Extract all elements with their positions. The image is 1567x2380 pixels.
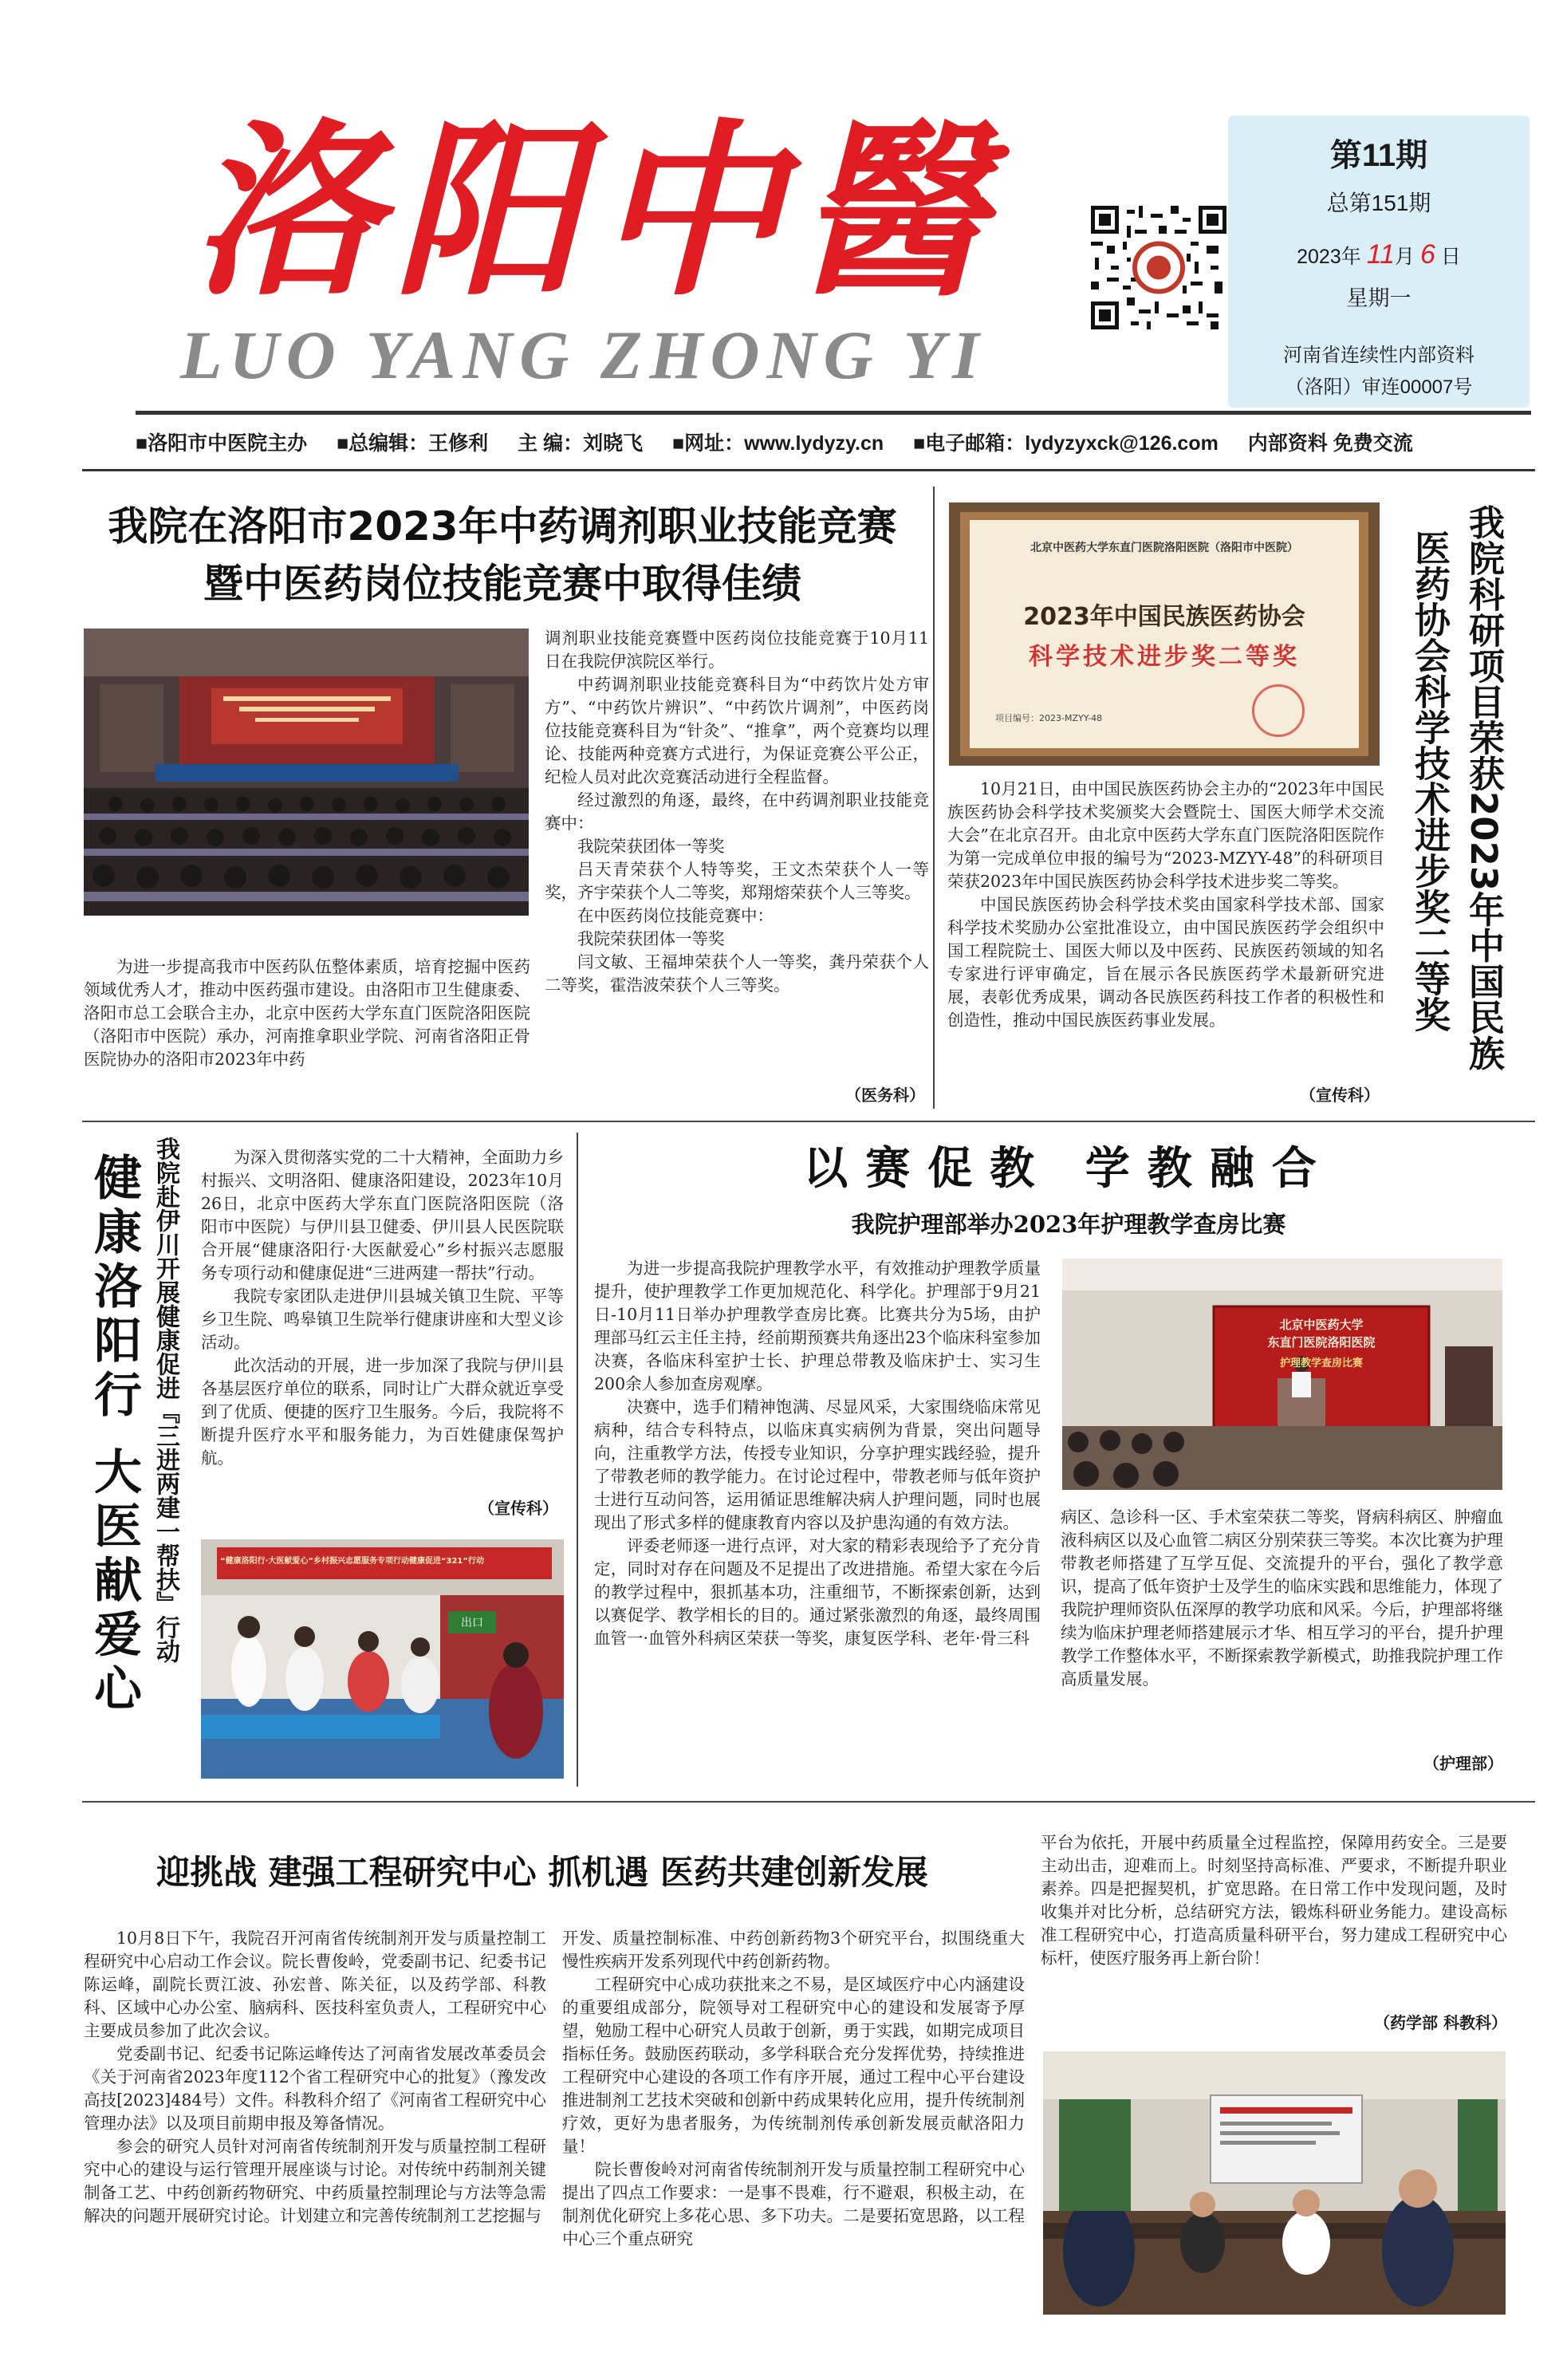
article2-title-line1: 我院科研项目荣获2023年中国民族 <box>1463 504 1505 1071</box>
plaque-org: 北京中医药大学东直门医院洛阳医院（洛阳市中医院） <box>1030 542 1298 554</box>
plaque-award: 科学技术进步奖二等奖 <box>1029 643 1300 671</box>
article3-subtitle: 我院赴伊川开展健康促进『三进两建一帮扶』行动 <box>152 1137 179 1663</box>
article3-title: 健康洛阳行 大医献爱心 <box>86 1153 142 1718</box>
meta-bar <box>136 429 1539 458</box>
article5-col-1: 10月8日下午，我院召开河南省传统制剂开发与质量控制工程研究中心启动工作会议。院长曹俊岭，党委副书记、纪委书记陈运峰，副院长贾江波、孙宏普、陈关征，以及药学部、科教科、区域中心办公室、脑病科、医技科室负责人，工程研究中心主要成员参加了此次会议。 党委副书记、纪委书记陈运峰传达了河南省发展改革委员会《关于河南省2023年度112个省工程研究中心的批复》（豫发改高技[2023]484号）文件。科教科介绍了《河南省工程研究中心管理办法》以及项目前期申报及筹备情况。 参会的研究人员针对河南省传统制剂开发与质量控制工程研究中心的建设与运行管理开展座谈与讨论。对传统中药制剂关键制备工艺、中药创新药物研究、中药质量控制理论与方法等急需解决的问题开展研究讨论。计划建立和完善传统制剂工艺挖掘与 <box>84 1929 546 2225</box>
column-divider-2 <box>577 1133 578 1787</box>
total-issue: 总第151期 <box>1326 191 1431 215</box>
plaque-seal <box>1252 684 1305 737</box>
article3-photo-banner: “健康洛阳行·大医献爱心”乡村振兴志愿服务专项行动健康促进“321”行动 <box>220 1557 484 1566</box>
article1-col-left: 为进一步提高我市中医药队伍整体素质，培育挖掘中医药领域优秀人才，推动中医药强市建设。由洛阳市卫生健康委、洛阳市总工会联合主办，北京中医药大学东直门医院洛阳医院（洛阳市中医院）承办，河南推拿职业学院、河南省洛阳正骨医院协办的洛阳市2023年中药 <box>84 957 530 1069</box>
article3-body: 为深入贯彻落实党的二十大精神，全面助力乡村振兴、文明洛阳、健康洛阳建设，2023年10月26日，北京中医药大学东直门医院洛阳医院（洛阳市中医院）与伊川县卫健委、伊川县人民医院联合开展“健康洛阳行·大医献爱心”乡村振兴志愿服务专项行动和健康促进“三进两建一帮扶”行动。 我院专家团队走进伊川县城关镇卫生院、平等乡卫生院、鸣皋镇卫生院举行健康讲座和大型义诊活动。 此次活动的开展，进一步加深了我院与伊川县各基层医疗单位的联系，同时让广大群众就近享受到了优质、便捷的医疗卫生服务。今后，我院将不断提升医疗水平和服务能力，为百姓健康保驾护航。 <box>201 1148 564 1468</box>
article3-signature: （宣传科） <box>478 1499 558 1518</box>
masthead-title: 洛阳中醫 <box>191 101 998 321</box>
article4-photo <box>1062 1259 1502 1490</box>
weekday: 星期一 <box>1346 286 1411 310</box>
article4-col-left: 为进一步提高我院护理教学水平，有效推动护理教学质量提升，使护理教学工作更加规范化、科学化。护理部于9月21日-10月11日举办护理教学查房比赛。比赛共分为5场，由护理部马红云主任主持，经前期预赛共角逐出23个临床科室参加决赛，各临床科室护士长、护理总带教及临床护士、实习生200余人参加查房观摩。 决赛中，选手们精神饱满、尽显风采，大家围绕临床常见病种，结合专科特点，以临床真实病例为背景，突出问题导向，注重教学方法，传授专业知识，分享护理实践经验，提升了带教老师的教学能力。在讨论过程中，带教老师与低年资护士进行互动问答，运用循证思维解决病人护理问题，同时也展现出了形式多样的健康教育内容以及护患沟通的有效方法。 评委老师逐一进行点评，对大家的精彩表现给予了充分肯定，同时对存在问题及不足提出了改进措施。希望大家在今后的教学过程中，狠抓基本功，注重细节，不断探索创新，达到以赛促学、教学相长的目的。通过紧张激烈的角逐，最终周围血管一·血管外科病区荣获一等奖，康复医学科、老年·骨三科 <box>594 1259 1041 1648</box>
screen-line-1: 北京中医药大学 <box>1279 1318 1364 1332</box>
plaque-number: 项目编号：2023-MZYY-48 <box>995 713 1103 723</box>
article4-title: 以赛促教 学教融合 <box>803 1142 1334 1195</box>
article5-title: 迎挑战 建强工程研究中心 抓机遇 医药共建创新发展 <box>156 1853 928 1892</box>
article5-col-3: 平台为依托，开展中药质量全过程监控，保障用药安全。三是要主动出击，迎难而上。时刻坚持高标准、严要求，不断提升职业素养。四是把握契机，扩宽思路。在日常工作中发现问题，及时收集并对比分析，总结研究方法，锻炼科研业务能力。建设高标准工程研究中心，打造高质量科研平台，努力建成工程研究中心标杆，使医疗服务再上新台阶！ <box>1041 1833 1507 1968</box>
issue-info-box <box>1228 116 1530 408</box>
license-line-2: （洛阳）审连00007号 <box>1285 376 1473 398</box>
qr-code <box>1091 206 1226 329</box>
article4-col-right: 病区、急诊科一区、手术室荣获二等奖，肾病科病区、肿瘤血液科病区以及心血管二病区分别荣获三等奖。本次比赛为护理带教老师搭建了互学互促、交流提升的平台，强化了教学意识，提高了低年资护士及学生的临床实践和思维能力，体现了我院护理师资队伍深厚的教学功底和风采。今后，护理部将继续为临床护理老师搭建展示才华、相互学习的平台，提升护理教学工作整体水平，不断探索教学新模式，助推我院护理工作高质量发展。 <box>1061 1507 1503 1688</box>
article4-subtitle: 我院护理部举办2023年护理教学查房比赛 <box>851 1211 1286 1238</box>
article5-photo <box>1043 2051 1506 2315</box>
article1-title-line2: 暨中医药岗位技能竞赛中取得佳绩 <box>203 561 801 607</box>
meta-email: ■电子邮箱：lydyzyxck@126.com <box>913 432 1219 455</box>
article5-col-2: 开发、质量控制标准、中药创新药物3个研究平台，拟围绕重大慢性疾病开发系列现代中药创新药物。 工程研究中心成功获批来之不易，是区域医疗中心内涵建设的重要组成部分，院领导对工程研究中心的建设和发展寄予厚望，勉励工程中心研究人员敢于创新，勇于实践，如期完成项目指标任务。鼓励医药联动，多学科联合充分发挥优势，持续推进工程研究中心建设的各项工作有序开展，通过工程中心平台建设推进制剂工艺技术突破和创新中药成果转化应用，提升传统制剂疗效，更好为患者服务，为传统制剂传承创新发展贡献洛阳力量！ 院长曹俊岭对河南省传统制剂开发与质量控制工程研究中心提出了四点工作要求：一是事不畏难，行不避艰，积极主动，在制剂优化研究上多花心思、多下功夫。二是要拓宽思路，以工程中心三个重点研究 <box>562 1929 1025 2248</box>
article4-signature: （护理部） <box>1423 1754 1503 1773</box>
article1-photo <box>84 628 529 916</box>
exit-sign: 出口 <box>461 1617 483 1629</box>
masthead-pinyin: LUO YANG ZHONG YI <box>180 317 986 393</box>
article5-signature: （药学部 科教科） <box>1374 2013 1507 2032</box>
screen-line-3: 护理教学查房比赛 <box>1279 1357 1363 1369</box>
issue-date: 2023年 11月 6 日 <box>1297 239 1461 270</box>
plaque-title: 2023年中国民族医药协会 <box>1023 603 1305 631</box>
meta-divider <box>82 469 1535 471</box>
meta-editor: 主 编：刘晓飞 <box>518 432 644 455</box>
article1-title-line1: 我院在洛阳市2023年中药调剂职业技能竞赛 <box>108 503 897 550</box>
screen-line-2: 东直门医院洛阳医院 <box>1267 1335 1376 1350</box>
license-line-1: 河南省连续性内部资料 <box>1283 345 1474 366</box>
article3-photo <box>201 1539 564 1779</box>
section-divider-1 <box>82 1121 1535 1122</box>
section-divider-2 <box>82 1801 1535 1803</box>
issue-number: 第11期 <box>1329 138 1428 173</box>
meta-note: 内部资料 免费交流 <box>1247 432 1413 455</box>
article2-title-line2: 医药协会科学技术进步奖二等奖 <box>1408 530 1451 1032</box>
article2-body: 10月21日，由中国民族医药协会主办的“2023年中国民族医药协会科学技术奖颁奖大会暨院士、国医大师学术交流大会”在北京召开。由北京中医药大学东直门医院洛阳医院作为第一完成单位申报的编号为“2023-MZYY-48”的科研项目荣获2023年中国民族医药协会科学技术进步奖二等奖。 中国民族医药协会科学技术奖由国家科学技术部、国家科学技术奖励办公室批准设立，由中国民族医药学会组织中国工程院院士、国医大师以及中医药、民族医药领域的知名专家进行评审确定，旨在展示各民族医药学术最新研究进展，表彰优秀成果，调动各民族医药科技工作者的积极性和创造性，推动中国民族医药事业发展。 <box>947 779 1384 1030</box>
article2-award-plaque-photo <box>949 502 1380 766</box>
meta-website: ■网址：www.lydyzy.cn <box>672 432 884 455</box>
masthead-divider <box>136 411 1531 415</box>
meta-host: ■洛阳市中医院主办 <box>136 432 308 455</box>
article1-signature: （医务科） <box>845 1086 925 1105</box>
article2-signature: （宣传科） <box>1300 1086 1380 1105</box>
article1-col-right: 调剂职业技能竞赛暨中医药岗位技能竞赛于10月11日在我院伊滨院区举行。 中药调剂职业技能竞赛科目为“中药饮片处方审方”、“中药饮片辨识”、“中药饮片调剂”，中医药岗位技能竞赛科目为“针灸”、“推拿”，两个竞赛均以理论、技能两种竞赛方式进行，为保证竞赛公平公正，纪检人员对此次竞赛活动进行全程监督。 经过激烈的角逐，最终，在中药调剂职业技能竞赛中： 我院荣获团体一等奖 吕天青荣获个人特等奖，王文杰荣获个人一等奖，齐宇荣获个人二等奖，郑翔熔荣获个人三等奖。 在中医药岗位技能竞赛中： 我院荣获团体一等奖 闫文敏、王福坤荣获个人一等奖，龚丹荣获个人二等奖，霍浩波荣获个人三等奖。 <box>545 628 929 995</box>
column-divider <box>933 487 935 1109</box>
meta-chief-editor: ■总编辑：王修利 <box>337 432 489 455</box>
